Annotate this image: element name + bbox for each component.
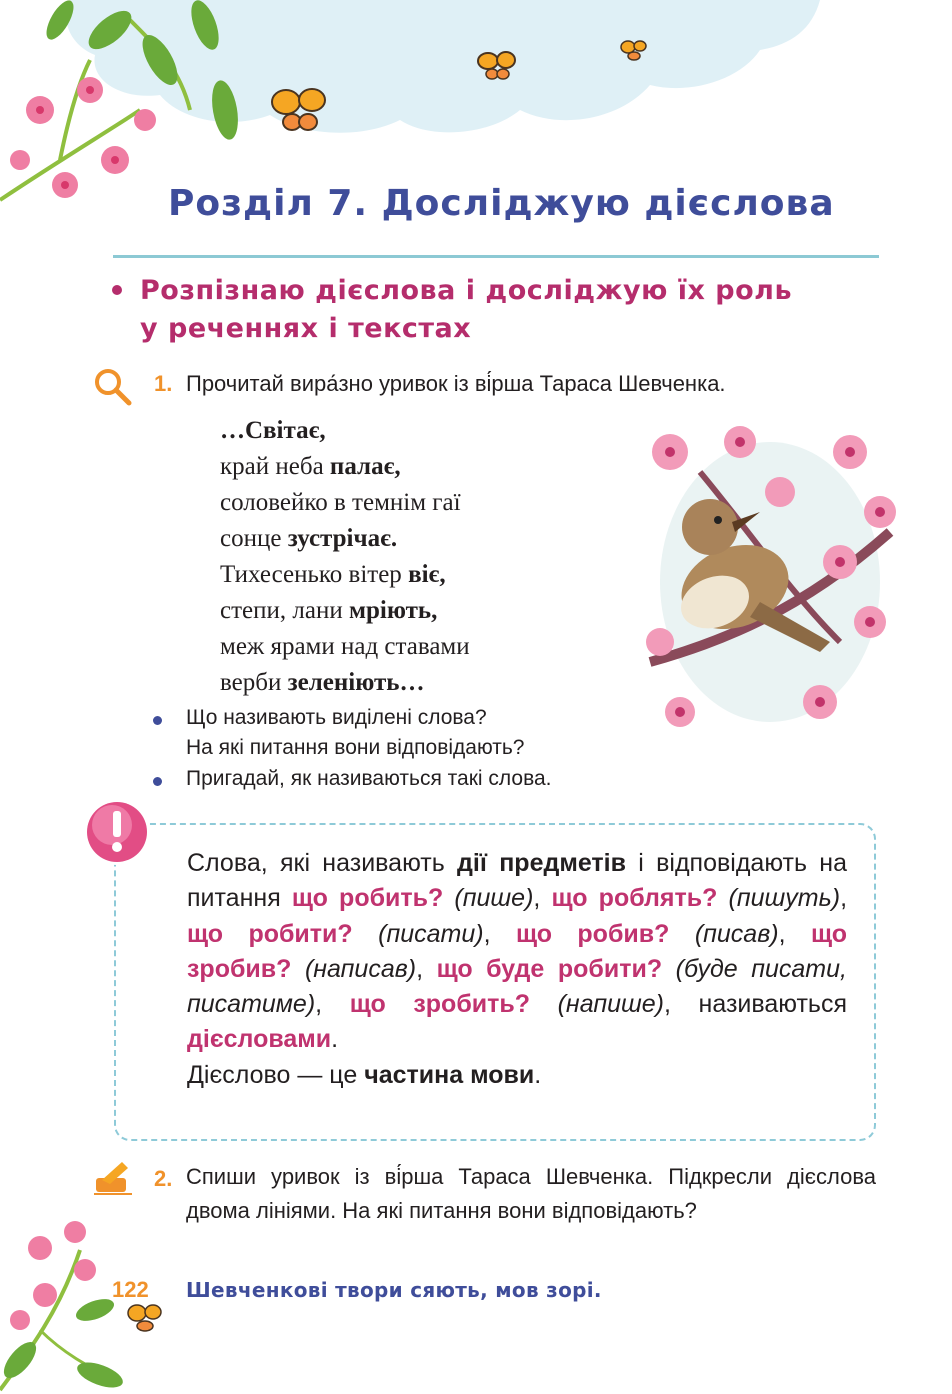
poem-text: Тихесенько вітер (220, 561, 409, 588)
poem-highlighted-verb: палає, (329, 453, 401, 480)
definition-keyword: частина мови (364, 1060, 535, 1089)
rule-example: (буде писати, писатиме) (187, 954, 847, 1019)
section-subtitle (140, 272, 840, 348)
rule-separator: , (840, 884, 848, 913)
poem-text: край неба (220, 453, 330, 480)
poem-highlighted-verb: …Світає, (220, 417, 326, 444)
title-divider (113, 255, 879, 258)
rule-separator: , (533, 884, 552, 913)
page-number: 122 (112, 1277, 149, 1302)
task-2-instruction: Спиши уривок із ві́рша Тараса Шевченка. Підкресли дієслова двома лініями. На які питання вони відповідають? (186, 1164, 876, 1223)
rule-example: (пише) (443, 884, 534, 913)
rule-text-part: і відповідають на питання (187, 849, 848, 913)
nightingale-illustration (640, 412, 902, 747)
rule-example: (пишуть) (717, 884, 841, 913)
butterfly-icon (128, 1305, 161, 1331)
rule-question: що буде робити? (436, 954, 663, 983)
rule-separator: , називаються (663, 990, 847, 1019)
exclamation-icon (82, 797, 152, 867)
poem-text: степи, лани (220, 597, 349, 624)
poem (220, 413, 640, 701)
question-1: Що називають виділені слова? (186, 706, 487, 729)
definition-end: . (534, 1060, 542, 1089)
subtitle-line: Розпізнаю дієслова і досліджую їх роль (140, 275, 793, 306)
rule-example: (писав) (669, 919, 779, 948)
header-decoration (0, 0, 952, 270)
question-1-continued: На які питання вони відповідають? (186, 736, 525, 759)
poem-highlighted-verb: зустрічає. (287, 525, 398, 552)
question-bullet (153, 716, 162, 725)
task-2-number: 2. (154, 1166, 173, 1191)
rule-example: (написав) (291, 954, 417, 983)
poem-line (220, 629, 640, 665)
rule-separator: . (331, 1025, 339, 1054)
rule-text-part: Слова, які називають (187, 849, 458, 877)
question-bullet (153, 777, 162, 786)
rule-definition (187, 1058, 847, 1093)
poem-highlighted-verb: зеленіють… (287, 669, 425, 696)
subtitle-line: у реченнях і текстах (140, 313, 472, 344)
rule-question: що робив? (515, 919, 670, 948)
poem-text: соловейко в темнім гаї (220, 489, 461, 516)
poem-line (220, 449, 640, 485)
rule-text (187, 846, 847, 1093)
poem-text: верби (220, 669, 288, 696)
rule-separator: , (315, 990, 350, 1019)
cloud-shape (66, 0, 820, 133)
definition-text: Дієслово — це (187, 1060, 365, 1089)
rule-separator: , (416, 954, 437, 983)
question-2: Пригадай, як називаються такі слова. (186, 767, 552, 790)
rule-question: що роблять? (551, 884, 718, 913)
rule-term: дієсловами (187, 1025, 332, 1054)
subtitle-bullet (112, 285, 122, 295)
rule-question: що робити? (187, 919, 353, 948)
poem-text: сонце (220, 525, 288, 552)
task-1-instruction: Прочитай вира́зно уривок із ві́рша Тараса Шевченка. (186, 371, 726, 396)
task-1-number: 1. (154, 371, 173, 396)
footer-motto: Шевченкові твори сяють, мов зорі. (186, 1278, 602, 1302)
poem-highlighted-verb: мріють, (348, 597, 438, 624)
rule-question: що зробить? (349, 990, 531, 1019)
poem-line (220, 485, 640, 521)
rule-question: що зробив? (187, 919, 848, 983)
rule-example: (писати) (352, 919, 484, 948)
rule-separator: , (483, 919, 516, 948)
poem-highlighted-verb: віє, (408, 561, 446, 588)
rule-keyword: дії предметів (457, 849, 626, 877)
poem-line (220, 521, 640, 557)
writing-hand-icon (92, 1158, 136, 1196)
poem-line (220, 593, 640, 629)
magnifier-icon (92, 366, 134, 408)
rule-question: що робить? (291, 884, 444, 913)
rule-separator: , (778, 919, 811, 948)
section-title: Розділ 7. Досліджую дієслова (168, 183, 835, 224)
poem-line (220, 413, 640, 449)
rule-example: (напише) (530, 990, 664, 1019)
poem-line (220, 557, 640, 593)
poem-line (220, 665, 640, 701)
poem-text: меж ярами над ставами (220, 633, 470, 660)
